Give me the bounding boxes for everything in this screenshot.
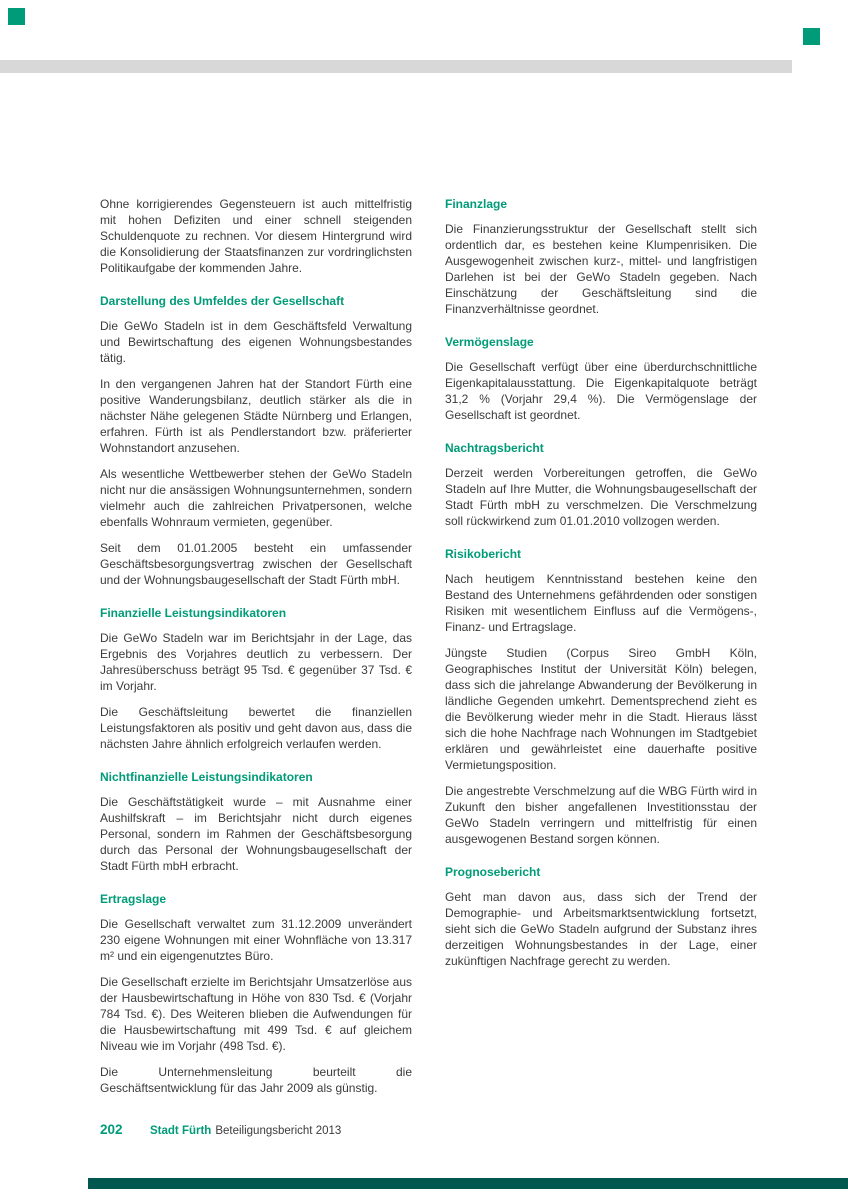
bottom-teal-bar — [88, 1178, 848, 1189]
body-paragraph: Die Geschäftsleitung bewertet die finanziellen Leistungsfaktoren als positiv und geht davon aus, dass die nächsten Jahre ähnlich erfolgreich verlaufen werden. — [100, 705, 412, 751]
section-heading: Vermögenslage — [445, 335, 534, 349]
body-paragraph: Die Gesellschaft verfügt über eine überdurchschnittliche Eigenkapitalausstattung. Die Eigenkapitalquote beträgt 31,2 % (Vorjahr 29,4 %). Die Vermögenslage der Gesellschaft ist geordnet. — [445, 360, 757, 422]
body-paragraph: Die Gesellschaft verwaltet zum 31.12.2009 unverändert 230 eigene Wohnungen mit einer Wohnfläche von 13.317 m² und ein eigengenutztes Büro. — [100, 917, 412, 963]
body-paragraph: Nach heutigem Kenntnisstand bestehen keine den Bestand des Unternehmens gefährdenden oder sonstigen Risiken mit wesentlichem Einfluss auf die Vermögens-, Finanz- und Ertragslage. — [445, 572, 757, 634]
body-paragraph: Seit dem 01.01.2005 besteht ein umfassender Geschäftsbesorgungsvertrag zwischen der Gesellschaft und der Wohnungsbaugesellschaft der Stadt Fürth mbH. — [100, 541, 412, 587]
body-paragraph: Als wesentliche Wettbewerber stehen der GeWo Stadeln nicht nur die ansässigen Wohnungsunternehmen, sondern vielmehr auch die zahlreichen Privatpersonen, welche ebenfalls Wohnraum vermieten, gegenüber. — [100, 467, 412, 529]
footer-report-name: Beteiligungsbericht 2013 — [215, 1125, 342, 1137]
body-paragraph: Derzeit werden Vorbereitungen getroffen, die GeWo Stadeln auf Ihre Mutter, die Wohnungsbaugesellschaft der Stadt Fürth mbH zu verschmelzen. Die Verschmelzung soll rückwirkend zum 01.01.2010 vollzogen werden. — [445, 466, 757, 528]
body-paragraph: Jüngste Studien (Corpus Sireo GmbH Köln, Geographisches Institut der Universität Köln) belegen, dass sich die jahrelange Abwanderung der Bevölkerung in ländliche Gegenden umkehrt. Dementsprechend zieht es die Bevölkerung wieder mehr in die Stadt. Hieraus lässt sich die hohe Nachfrage nach Wohnungen im Stadtgebiet erklären und gewährleistet eine dauerhafte positive Vermietungsposition. — [445, 646, 757, 772]
section-heading: Nachtragsbericht — [445, 441, 544, 455]
body-paragraph: Die Unternehmensleitung beurteilt die Geschäftsentwicklung für das Jahr 2009 als günstig. — [100, 1065, 412, 1095]
footer-city-name: Stadt Fürth — [150, 1125, 212, 1137]
body-paragraph: Die Finanzierungsstruktur der Gesellschaft stellt sich ordentlich dar, es bestehen keine Klumpenrisiken. Die Ausgewogenheit zwischen kurz-, mittel- und langfristigen Darlehen ist bei der GeWo Stadeln gegeben. Nach Einschätzung der Geschäftsleitung sind die Finanzverhältnisse geordnet. — [445, 222, 757, 316]
top-gray-bar — [0, 60, 792, 73]
section-heading: Finanzlage — [445, 197, 508, 211]
section-heading: Darstellung des Umfeldes der Gesellschaft — [100, 294, 345, 308]
body-paragraph: Die Geschäftstätigkeit wurde – mit Ausnahme einer Aushilfskraft – im Berichtsjahr nicht durch eigenes Personal, sondern im Rahmen der Geschäftsbesorgung durch das Personal der Wohnungsbaugesellschaft der Stadt Fürth mbH erbracht. — [100, 795, 412, 873]
body-paragraph: Geht man davon aus, dass sich der Trend der Demographie- und Arbeitsmarktsentwicklung fortsetzt, sieht sich die GeWo Stadeln aufgrund der Substanz ihres derzeitigen Wohnungsbestandes in der Lage, einer zukünftigen Nachfrage gerecht zu werden. — [445, 890, 757, 968]
body-paragraph: In den vergangenen Jahren hat der Standort Fürth eine positive Wanderungsbilanz, deutlich stärker als die in nächster Nähe gelegenen Städte Nürnberg und Erlangen, erfahren. Fürth ist als Pendlerstandort bzw. präferierter Wohnstandort anzusehen. — [100, 377, 412, 455]
top-right-corner-marker — [803, 28, 820, 45]
section-heading: Risikobericht — [445, 547, 522, 561]
page-number: 202 — [100, 1122, 123, 1137]
right-text-column — [445, 196, 757, 979]
body-paragraph: Die angestrebte Verschmelzung auf die WBG Fürth wird in Zukunft den bisher angefallenen Investitionsstau der GeWo Stadeln verringern und mittelfristig für einen ausgewogenen Bestand sorgen können. — [445, 784, 757, 846]
body-paragraph: Die Gesellschaft erzielte im Berichtsjahr Umsatzerlöse aus der Hausbewirtschaftung in Höhe von 830 Tsd. € (Vorjahr 784 Tsd. €). Des Weiteren blieben die Aufwendungen für die Hausbewirtschaftung mit 499 Tsd. € auf gleichem Niveau wie im Vorjahr (498 Tsd. €). — [100, 975, 412, 1053]
section-heading: Ertragslage — [100, 892, 167, 906]
footer-report-title — [150, 1125, 341, 1137]
section-heading: Nichtfinanzielle Leistungsindikatoren — [100, 770, 313, 784]
section-heading: Finanzielle Leistungsindikatoren — [100, 606, 287, 620]
body-paragraph: Die GeWo Stadeln ist in dem Geschäftsfeld Verwaltung und Bewirtschaftung des eigenen Wohnungsbestandes tätig. — [100, 319, 412, 365]
left-text-column — [100, 196, 412, 1106]
body-paragraph: Ohne korrigierendes Gegensteuern ist auch mittelfristig mit hohen Defiziten und einer schnell steigenden Schuldenquote zu rechnen. Vor diesem Hintergrund wird die Konsolidierung der Staatsfinanzen zur vordringlichsten Politikaufgabe der kommenden Jahre. — [100, 197, 412, 275]
section-heading: Prognosebericht — [445, 865, 541, 879]
body-paragraph: Die GeWo Stadeln war im Berichtsjahr in der Lage, das Ergebnis des Vorjahres deutlich zu verbessern. Der Jahresüberschuss beträgt 95 Tsd. € gegenüber 37 Tsd. € im Vorjahr. — [100, 631, 412, 693]
page-footer — [100, 1122, 341, 1137]
top-left-corner-marker — [8, 8, 25, 25]
